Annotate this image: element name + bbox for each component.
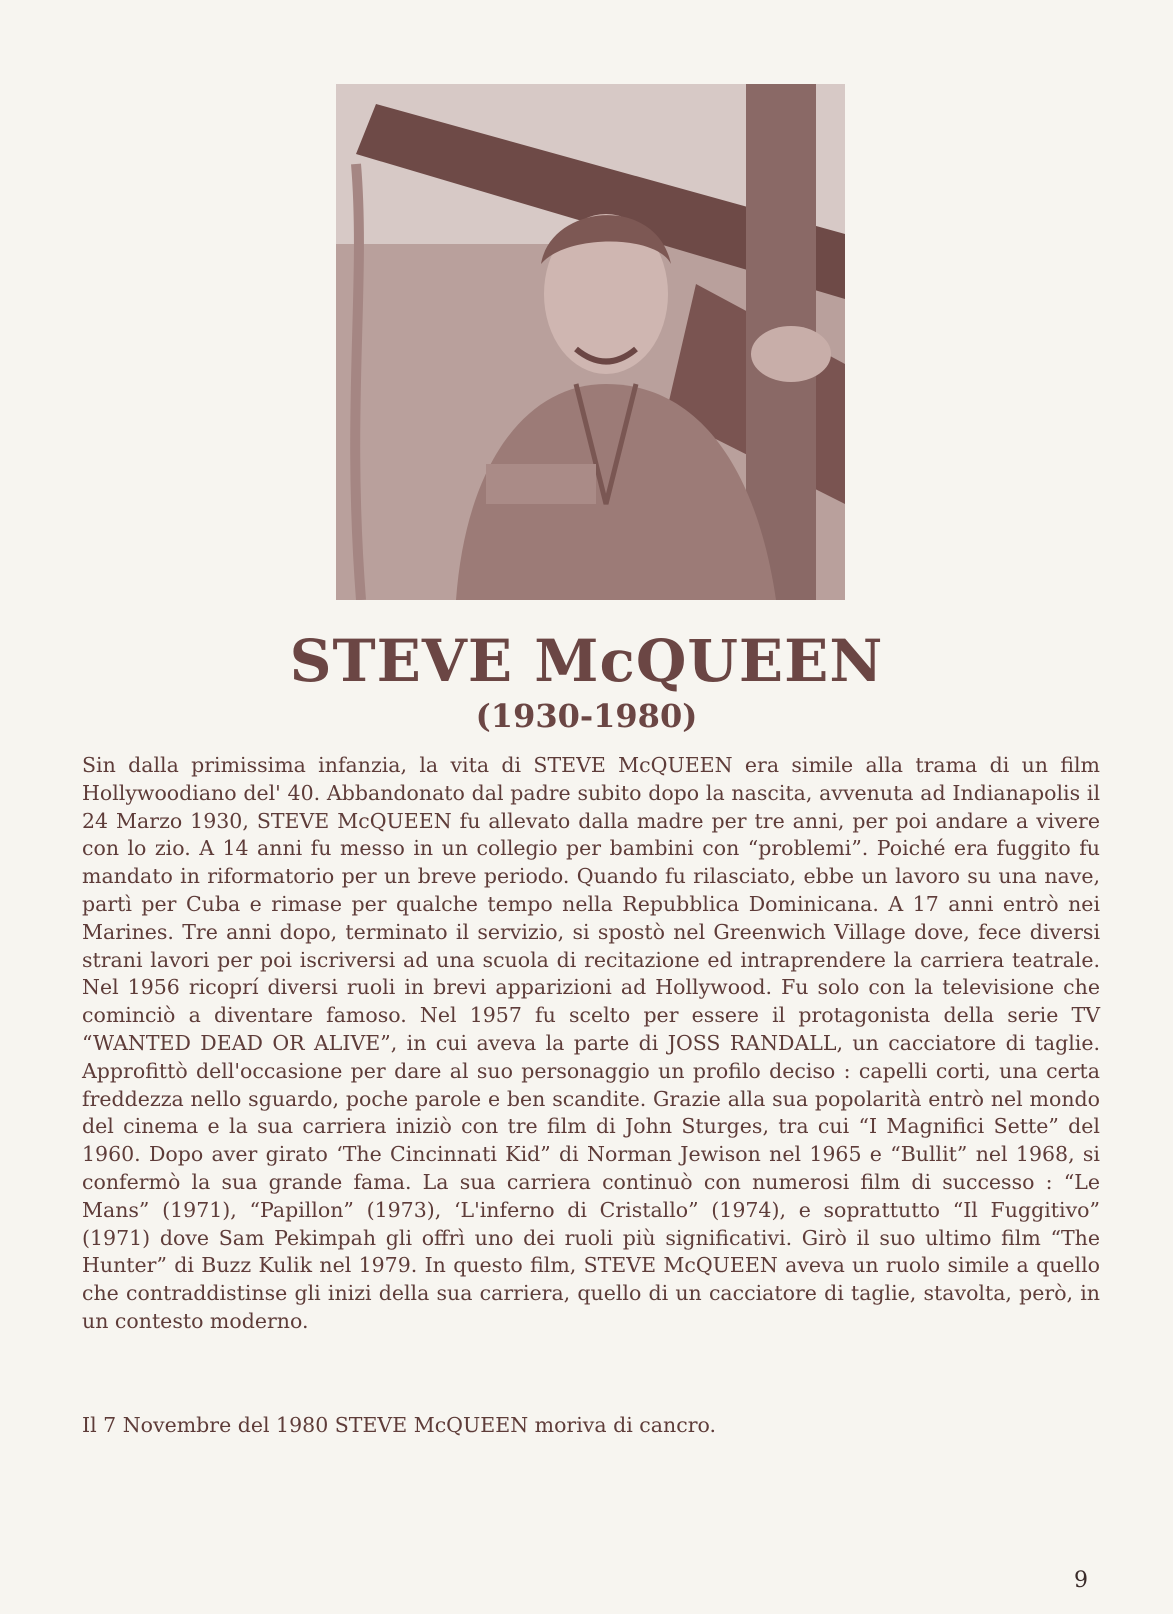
- page-title: STEVE McQUEEN: [289, 627, 884, 695]
- portrait-photo-icon: [336, 84, 845, 600]
- portrait-photo: [336, 84, 845, 600]
- closing-paragraph: Il 7 Novembre del 1980 STEVE McQUEEN moriva di cancro.: [82, 1413, 716, 1437]
- page-number: 9: [1074, 1568, 1088, 1593]
- biography-paragraph: Sin dalla primissima infanzia, la vita di STEVE McQUEEN era simile alla trama di un film Hollywoodiano del' 40. Abbandonato dal padre subito dopo la nascita, avvenuta ad Indianapolis il 24 Marzo 1930, STEVE McQUEEN fu allevato dalla madre per tre anni, per poi andare a vivere con lo zio. A 14 anni fu messo in un collegio per bambini con “problemi”. Poiché era fuggito fu mandato in riformatorio per un breve periodo. Quando fu rilasciato, ebbe un lavoro su una nave, partì per Cuba e rimase per qualche tempo nella Repubblica Dominicana. A 17 anni entrò nei Marines. Tre anni dopo, terminato il servizio, si spostò nel Greenwich Village dove, fece diversi strani lavori per poi iscriversi ad una scuola di recitazione ed intraprendere la carriera teatrale. Nel 1956 ricoprí diversi ruoli in brevi apparizioni ad Hollywood. Fu solo con la televisione che cominciò a diventare famoso. Nel 1957 fu scelto per essere il protagonista della serie TV “WANTED DEAD OR ALIVE”, in cui aveva la parte di JOSS RANDALL, un cacciatore di taglie. Approfittò dell'occasione per dare al suo personaggio un profilo deciso : capelli corti, una certa freddezza nello sguardo, poche parole e ben scandite. Grazie alla sua popolarità entrò nel mondo del cinema e la sua carriera iniziò con tre film di John Sturges, tra cui “I Magnifici Sette” del 1960. Dopo aver girato ‘The Cincinnati Kid” di Norman Jewison nel 1965 e “Bullit” nel 1968, si confermò la sua grande fama. La sua carriera continuò con numerosi film di successo : “Le Mans” (1971), “Papillon” (1973), ‘L'inferno di Cristallo” (1974), e soprattutto “Il Fuggitivo” (1971) dove Sam Pekimpah gli offrì uno dei ruoli più significativi. Girò il suo ultimo film “The Hunter” di Buzz Kulik nel 1979. In questo film, STEVE McQUEEN aveva un ruolo simile a quello che contraddistinse gli inizi della sua carriera, quello di un cacciatore di taglie, stavolta, però, in un contesto moderno.: [82, 753, 1100, 1333]
- life-years: (1930-1980): [475, 697, 698, 735]
